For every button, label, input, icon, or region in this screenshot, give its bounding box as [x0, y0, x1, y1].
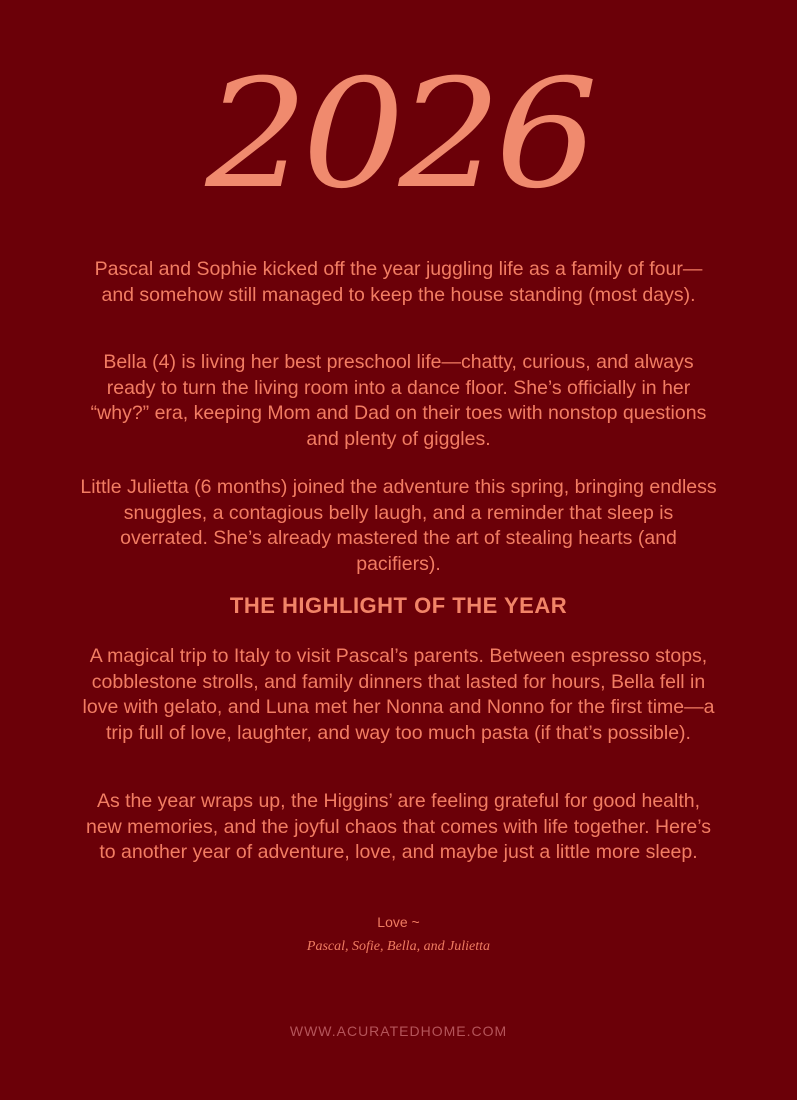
highlight-heading: THE HIGHLIGHT OF THE YEAR	[229, 593, 568, 618]
julietta-paragraph: Little Julietta (6 months) joined the adventure this spring, bringing endless snuggles, a contagious belly laugh, and a reminder that sleep is overrated. She’s already mastered the art of stealing hearts (and pacifiers).	[80, 476, 717, 575]
sign-off: Love ~	[377, 914, 420, 930]
highlight-paragraph: A magical trip to Italy to visit Pascal’s parents. Between espresso stops, cobblestone strolls, and family dinners that lasted for hours, Bella fell in love with gelato, and Luna met her Nonna and Nonno for the first time—a trip full of love, laughter, and way too much pasta (if that’s possible).	[82, 645, 715, 744]
signature: Pascal, Sofie, Bella, and Julietta	[306, 939, 491, 954]
website-url: WWW.ACURATEDHOME.COM	[289, 1023, 508, 1039]
bella-paragraph: Bella (4) is living her best preschool life—chatty, curious, and always ready to turn the living room into a dance floor. She’s officially in her “why?” era, keeping Mom and Dad on their toes with nonstop questions and plenty of giggles.	[90, 351, 707, 450]
year-title: 2026	[205, 48, 592, 222]
intro-paragraph: Pascal and Sophie kicked off the year juggling life as a family of four—and somehow still managed to keep the house standing (most days).	[94, 258, 703, 306]
closing-paragraph: As the year wraps up, the Higgins’ are feeling grateful for good health, new memories, and the joyful chaos that comes with life together. Here’s to another year of adventure, love, and maybe just a little more sleep.	[85, 790, 712, 863]
